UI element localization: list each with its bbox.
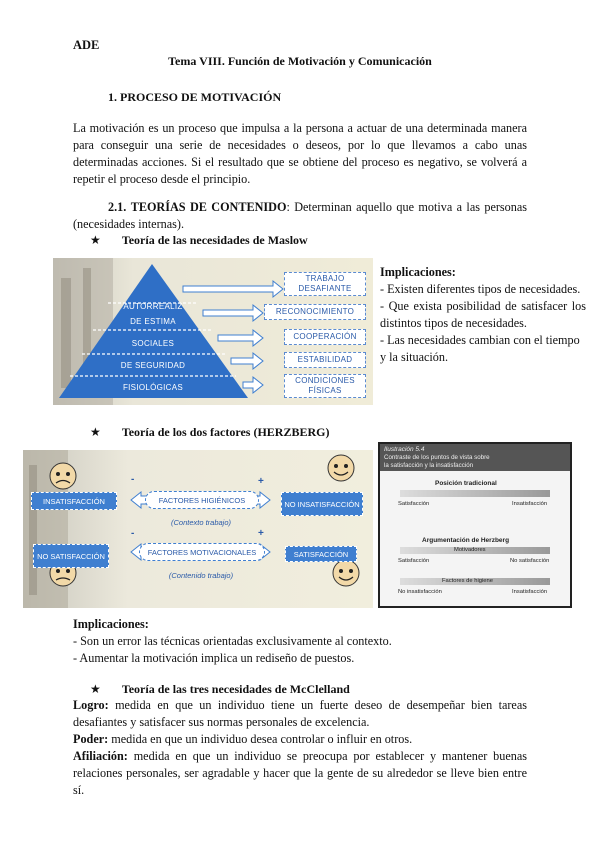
- course-label: ADE: [73, 38, 100, 52]
- plus-sign: +: [258, 476, 264, 487]
- section21-heading: TEORÍAS DE CONTENIDO: [130, 200, 287, 214]
- illustration-header-line2: Contraste de los puntos de vista sobre: [384, 454, 490, 461]
- logro-label: Logro:: [73, 698, 109, 712]
- maslow-title: Teoría de las necesidades de Maslow: [121, 233, 308, 247]
- illustration-satisfaccion-2: Satisfacción: [398, 558, 430, 564]
- herzberg-caption-contexto: (Contexto trabajo): [170, 518, 232, 527]
- mcclelland-heading: [90, 682, 350, 697]
- herzberg-background: [23, 450, 373, 608]
- illustration-satisfaccion: Satisfacción: [398, 501, 430, 507]
- herzberg-factores-higienicos: FACTORES HIGIÉNICOS: [145, 491, 259, 509]
- section1-paragraph: La motivación es un proceso que impulsa a la persona a actuar de una determinada manera para conseguir una serie de necesidades o deseos, por lo que llevamos a cabo unas determinadas acciones. Si el resultado que se obtiene del proceso es negativo, se volverá a repetir el proceso desde el principio.: [73, 121, 527, 186]
- maslow-implication-item: - Que exista posibilidad de satisfacer los distintos tipos de necesidades.: [380, 299, 586, 330]
- mcclelland-afiliacion: [73, 748, 527, 799]
- herzberg-factores-motivacionales: FACTORES MOTIVACIONALES: [139, 543, 265, 561]
- maslow-figure: [53, 258, 373, 405]
- mcclelland-poder: [73, 731, 527, 748]
- illustration-no-satisfaccion: No satisfacción: [510, 558, 550, 564]
- herzberg-title: Teoría de los dos factores (HERZBERG): [121, 425, 330, 439]
- pyramid-level-4: DE SEGURIDAD: [120, 361, 186, 370]
- poder-text: medida en que un individuo desea controlar o influir en otros.: [108, 732, 413, 746]
- illustration-header-line3: la satisfacción y la insatisfacción: [384, 462, 474, 469]
- maslow-implications: [380, 264, 586, 366]
- section21-paragraph: [73, 199, 527, 233]
- section1-heading: 1. PROCESO DE MOTIVACIÓN: [108, 90, 282, 104]
- illustration-factores-higiene: Factores de higiene: [442, 578, 493, 584]
- herzberg-implication-item: - Son un error las técnicas orientadas exclusivamente al contexto.: [73, 634, 392, 648]
- maslow-box-3: COOPERACIÓN: [284, 329, 366, 345]
- herzberg-implication-item: - Aumentar la motivación implica un rediseño de puestos.: [73, 651, 355, 665]
- pyramid-level-5: FISIOLÓGICAS: [122, 383, 184, 392]
- illustration-header-line1: Ilustración 5.4: [384, 446, 425, 453]
- maslow-box-2: RECONOCIMIENTO: [264, 304, 366, 320]
- herzberg-insatisfaccion: INSATISFACCIÓN: [31, 492, 117, 510]
- star-icon: ★: [90, 682, 101, 696]
- pyramid-level-2: DE ESTIMA: [130, 317, 176, 326]
- illustration-herzberg-arg: Argumentación de Herzberg: [422, 537, 510, 544]
- illustration-no-insatisfaccion: No insatisfacción: [398, 589, 442, 595]
- herzberg-implications: [73, 616, 527, 667]
- herzberg-illustration: [378, 442, 572, 608]
- herzberg-implications-title: Implicaciones:: [73, 617, 149, 631]
- mcclelland-title: Teoría de las tres necesidades de McClelland: [121, 682, 350, 696]
- afiliacion-label: Afiliación:: [73, 749, 128, 763]
- page-title: Tema VIII. Función de Motivación y Comunicación: [168, 54, 432, 68]
- star-icon: ★: [90, 425, 101, 439]
- maslow-implication-item: - Las necesidades cambian con el tiempo y la situación.: [380, 333, 580, 364]
- minus-sign: -: [131, 474, 135, 485]
- illustration-traditional: Posición tradicional: [435, 480, 497, 487]
- herzberg-heading: [90, 425, 329, 440]
- poder-label: Poder:: [73, 732, 109, 746]
- star-icon: ★: [90, 233, 101, 247]
- plus-sign: +: [258, 528, 264, 539]
- illustration-insatisfaccion-2: Insatisfacción: [512, 589, 548, 595]
- mcclelland-logro: [73, 697, 527, 731]
- afiliacion-text: medida en que un individuo se preocupa por establecer y mantener buenas relaciones personales, ser agradable y hacer que la gente de su alrededor se lleve bien entre sí.: [73, 749, 527, 797]
- maslow-implications-title: Implicaciones:: [380, 265, 456, 279]
- herzberg-satisfaccion: SATISFACCIÓN: [285, 546, 357, 562]
- illustration-bar-1: [400, 490, 550, 497]
- section21-number: 2.1.: [108, 200, 127, 214]
- illustration-motivadores: Motivadores: [454, 547, 486, 553]
- maslow-heading: [90, 233, 308, 248]
- logro-text: medida en que un individuo tiene un fuerte deseo de desempeñar bien tareas desafiantes y satisfacer sus normas personales de excelencia.: [73, 698, 527, 729]
- herzberg-figure: [23, 450, 373, 608]
- herzberg-caption-contenido: (Contenido trabajo): [168, 571, 234, 580]
- maslow-box-1: TRABAJO DESAFIANTE: [284, 272, 366, 296]
- herzberg-no-insatisfaccion: NO INSATISFACCIÓN: [281, 492, 363, 516]
- maslow-box-5: CONDICIONES FÍSICAS: [284, 374, 366, 398]
- section21-text: : Determinan aquello que motiva a las personas (necesidades internas).: [73, 200, 528, 231]
- maslow-implication-item: - Existen diferentes tipos de necesidades.: [380, 282, 581, 296]
- pyramid-level-1: AUTORREALIZ: [123, 302, 183, 311]
- pyramid-level-3: SOCIALES: [131, 339, 175, 348]
- maslow-box-4: ESTABILIDAD: [284, 352, 366, 368]
- herzberg-no-satisfaccion: NO SATISFACCIÓN: [33, 544, 109, 568]
- illustration-insatisfaccion: Insatisfacción: [512, 501, 548, 507]
- minus-sign: -: [131, 528, 135, 539]
